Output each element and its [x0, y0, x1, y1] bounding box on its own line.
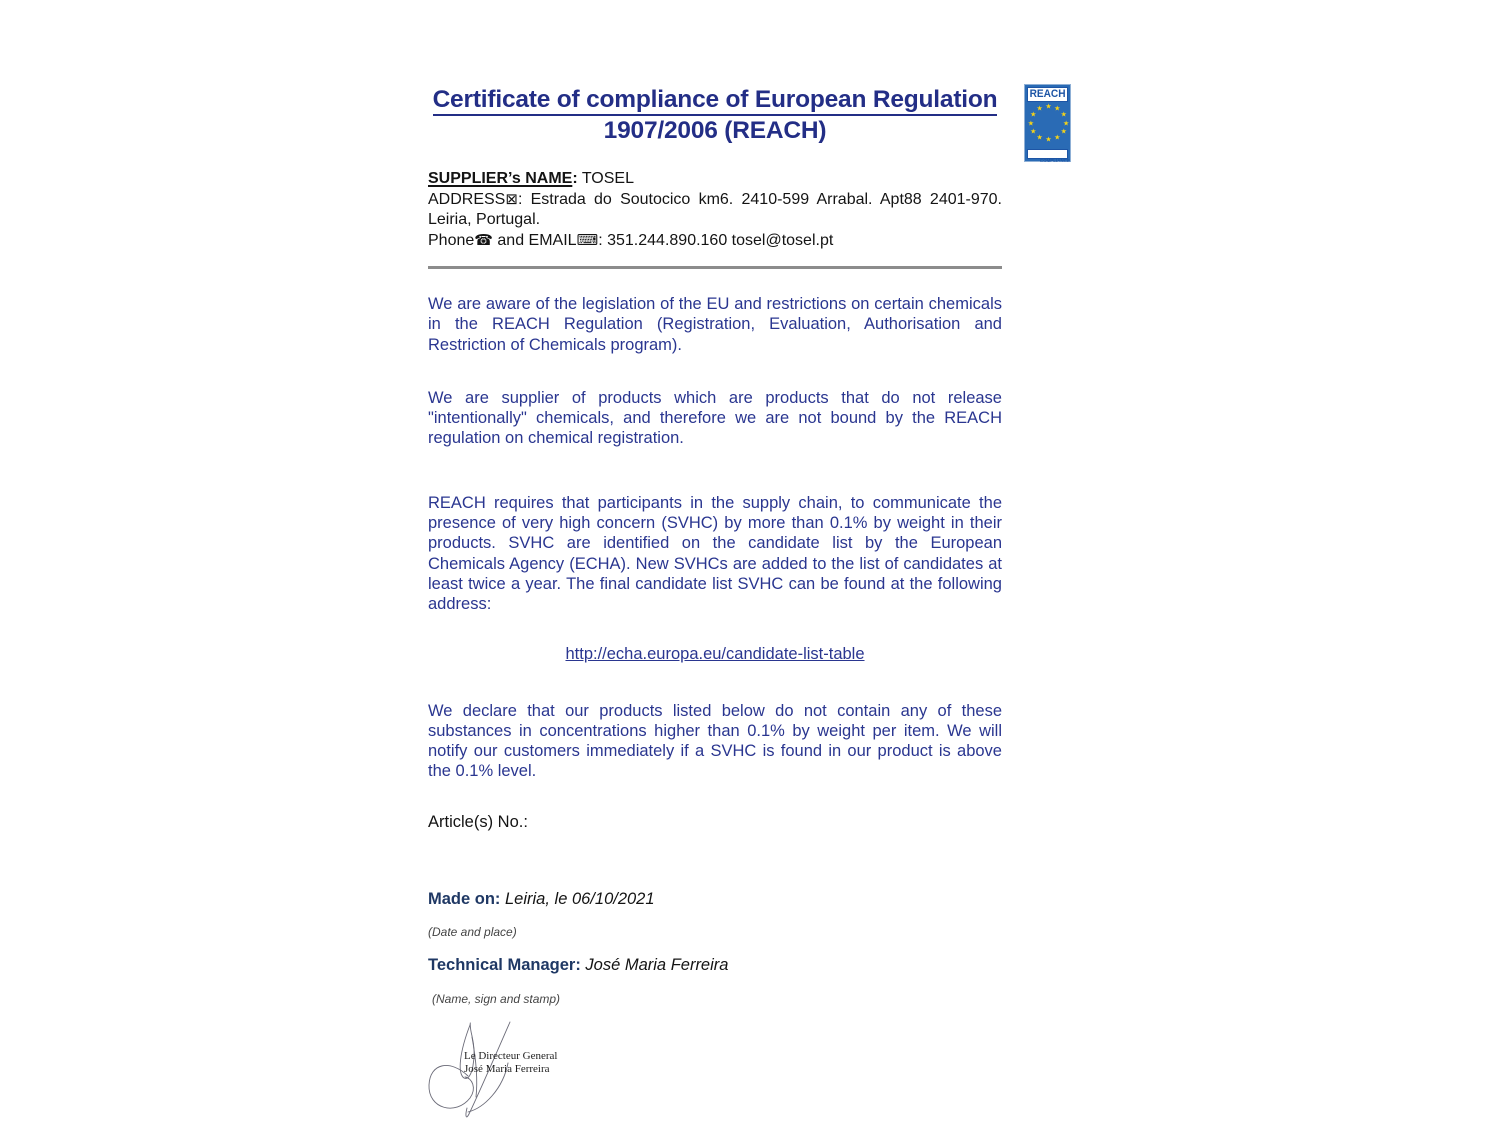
page-title: [428, 84, 1002, 146]
eu-star-icon: ★: [1036, 134, 1043, 142]
candidate-list-link-line: [428, 645, 1002, 664]
reach-logo-compliance-text: COMPLIANCE: [1039, 158, 1070, 164]
supplier-phone-label: Phone: [428, 232, 475, 249]
supplier-address-line: [428, 189, 1002, 230]
page-title-line1: Certificate of compliance of European Regulation: [433, 86, 998, 116]
articles-label: Article(s) No.:: [428, 812, 528, 831]
technical-manager-line: [428, 955, 1002, 975]
supplier-email-label: and EMAIL: [492, 232, 577, 249]
page-title-line2: 1907/2006 (REACH): [603, 117, 827, 144]
technical-manager-label: Technical Manager:: [428, 956, 581, 975]
reach-logo-title: [1027, 87, 1068, 102]
computer-icon: ⌨: [576, 231, 599, 249]
signature-area: [428, 1019, 1002, 1139]
supplier-name-colon: :: [572, 170, 578, 187]
name-sign-caption: (Name, sign and stamp): [432, 991, 561, 1006]
body-paragraph-reach-requirements: REACH requires that participants in the supply chain, to communicate the presence of very high concern (SVHC) by more than 0.1% by weight in their products. SVHC are identified on the candidate list by the European Chemicals Agency (ECHA). New SVHCs are added to the list of candidates at least twice a year. The final candidate list SVHC can be found at the following address:: [428, 493, 1002, 614]
signature-icon: [426, 1019, 551, 1137]
supplier-name-label: SUPPLIER’s NAME: [428, 170, 573, 187]
eu-star-icon: ★: [1062, 120, 1070, 127]
document-content: [428, 0, 1002, 1139]
eu-star-icon: ★: [1045, 103, 1052, 111]
eu-star-icon: ★: [1030, 128, 1037, 136]
envelope-icon: ⊠: [505, 190, 518, 208]
eu-star-icon: ★: [1036, 105, 1043, 113]
body-paragraph-declaration: We declare that our products listed below do not contain any of these substances in concentrations higher than 0.1% by weight per item. We will notify our customers immediately if a SVHC is found in our product is above the 0.1% level.: [428, 701, 1002, 781]
eu-star-icon: ★: [1030, 111, 1037, 119]
eu-star-icon: ★: [1060, 111, 1067, 119]
supplier-block: [428, 169, 1002, 251]
reach-logo-compliance: [1027, 149, 1070, 164]
phone-icon: ☎: [474, 231, 493, 249]
body-paragraph-supplier-statement: We are supplier of products which are products that do not release "intentionally" chemicals, and therefore we are not bound by the REACH regulation on chemical registration.: [428, 388, 1002, 448]
made-on-label: Made on:: [428, 889, 501, 908]
stamp-line1: Le Directeur General: [464, 1049, 558, 1062]
date-place-caption: (Date and place): [428, 925, 517, 940]
stamp-text: [464, 1050, 557, 1077]
made-on-line: [428, 889, 1002, 909]
eu-star-icon: ★: [1027, 120, 1034, 127]
made-on-value: Leiria, le 06/10/2021: [500, 889, 655, 908]
eu-stars-icon: [1027, 103, 1070, 144]
eu-star-icon: ★: [1054, 105, 1061, 113]
eu-star-icon: ★: [1060, 128, 1067, 136]
stamp-line2: José Maria Ferreira: [464, 1063, 550, 1076]
reach-logo-title-text: REACH: [1029, 88, 1066, 100]
body-paragraph-awareness: We are aware of the legislation of the EU and restrictions on certain chemicals in the REACH Regulation (Registration, Evaluation, Authorisation and Restriction of Chemicals program).: [428, 295, 1002, 354]
supplier-name-line: [428, 169, 1002, 189]
technical-manager-value: José Maria Ferreira: [580, 956, 729, 975]
supplier-name-value: TOSEL: [577, 170, 634, 187]
supplier-contact-value: : 351.244.890.160 tosel@tosel.pt: [598, 232, 834, 249]
supplier-address-value: : Estrada do Soutocico km6. 2410-599 Arrabal. Apt88 2401-970. Leiria, Portugal.: [428, 191, 1002, 228]
candidate-list-link[interactable]: http://echa.europa.eu/candidate-list-table: [565, 644, 865, 663]
section-divider: [428, 266, 1002, 269]
reach-compliance-logo: [1024, 84, 1071, 162]
eu-star-icon: ★: [1045, 136, 1052, 144]
eu-star-icon: ★: [1054, 134, 1061, 142]
supplier-address-label: ADDRESS: [428, 191, 506, 208]
supplier-contact-line: [428, 230, 1002, 251]
